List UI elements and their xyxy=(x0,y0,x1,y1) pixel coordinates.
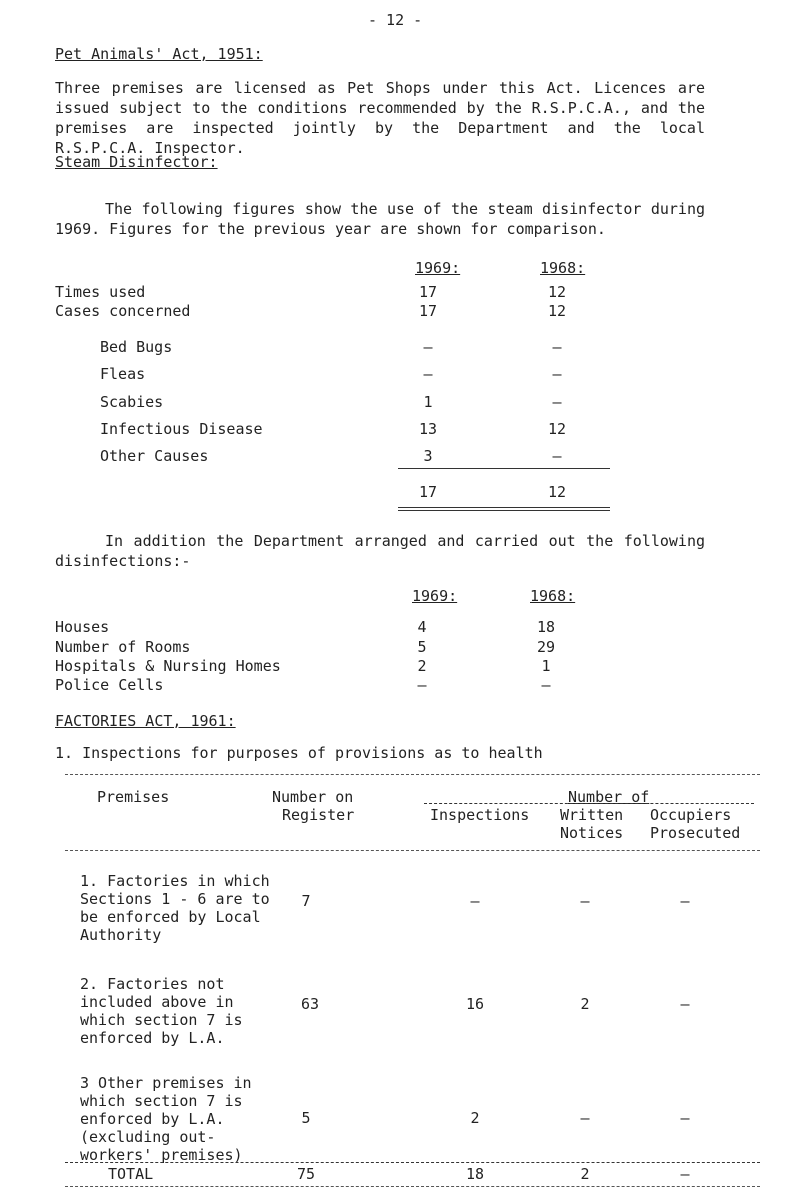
value-1969: 1 xyxy=(423,393,433,411)
value-inspections: 16 xyxy=(465,995,485,1013)
value-1968: – xyxy=(541,676,551,694)
row-label: Cases concerned xyxy=(55,302,191,320)
value-1968: 12 xyxy=(547,302,567,320)
value-inspections: – xyxy=(470,892,480,910)
disinfections-col-1968: 1968: xyxy=(530,587,576,605)
row-label: Other Causes xyxy=(100,447,209,465)
row-label: 3 Other premises in which section 7 is enforced by L.A. (excluding out-workers' premises) xyxy=(80,1074,252,1164)
value-1968: – xyxy=(552,365,562,383)
header-premises: Premises xyxy=(97,788,170,806)
value-1968: 29 xyxy=(536,638,556,656)
row-label: Infectious Disease xyxy=(100,420,263,438)
value-prosecuted: – xyxy=(680,892,690,910)
page-number: - 12 - xyxy=(368,11,423,29)
value-1968: 12 xyxy=(547,420,567,438)
row-label: Number of Rooms xyxy=(55,638,191,656)
table-top-rule xyxy=(65,774,760,775)
header-register-1: Number on xyxy=(272,788,354,806)
header-written-2: Notices xyxy=(560,824,624,842)
value-prosecuted: – xyxy=(680,1109,690,1127)
row-label: Times used xyxy=(55,283,146,301)
total-register: 75 xyxy=(296,1165,316,1183)
header-occupiers-1: Occupiers xyxy=(650,806,732,824)
factories-subheading: 1. Inspections for purposes of provisions as to health xyxy=(55,744,543,762)
steam-paragraph: The following figures show the use of the steam disinfector during 1969. Figures for the previous year are shown for comparison. xyxy=(55,200,705,238)
value-1968: 1 xyxy=(541,657,551,675)
table-bottom-rule xyxy=(65,1186,760,1187)
row-label: Hospitals & Nursing Homes xyxy=(55,657,281,675)
value-1969: 17 xyxy=(418,302,438,320)
table-header-rule xyxy=(65,850,760,851)
steam-col-1969: 1969: xyxy=(415,259,461,277)
value-notices: – xyxy=(580,1109,590,1127)
steam-total-1969: 17 xyxy=(418,483,438,501)
value-1969: 4 xyxy=(417,618,427,636)
header-number-of-rule xyxy=(424,803,754,804)
value-register: 7 xyxy=(301,892,311,910)
header-inspections: Inspections xyxy=(430,806,530,824)
steam-total-top-rule xyxy=(398,468,610,469)
row-label: Bed Bugs xyxy=(100,338,173,356)
value-1969: 17 xyxy=(418,283,438,301)
pet-animals-heading: Pet Animals' Act, 1951: xyxy=(55,45,263,63)
value-notices: 2 xyxy=(580,995,590,1013)
factories-heading: FACTORIES ACT, 1961: xyxy=(55,712,236,730)
value-1969: – xyxy=(423,338,433,356)
row-label: Houses xyxy=(55,618,110,636)
total-prosecuted: – xyxy=(680,1165,690,1183)
row-label: Police Cells xyxy=(55,676,164,694)
steam-heading: Steam Disinfector: xyxy=(55,153,218,171)
value-register: 63 xyxy=(300,995,320,1013)
row-label: 1. Factories in which Sections 1 - 6 are to be enforced by Local Authority xyxy=(80,872,270,944)
header-written-1: Written xyxy=(560,806,624,824)
value-register: 5 xyxy=(301,1109,311,1127)
value-inspections: 2 xyxy=(470,1109,480,1127)
value-1968: 12 xyxy=(547,283,567,301)
value-1969: – xyxy=(423,365,433,383)
value-1969: 5 xyxy=(417,638,427,656)
total-inspections: 18 xyxy=(465,1165,485,1183)
value-1969: 2 xyxy=(417,657,427,675)
pet-animals-paragraph: Three premises are licensed as Pet Shops under this Act. Licences are issued subject to the conditions recommended by the R.S.P.C.A., and the premises are inspected jointly by the Department and the local R.S.P.C.A. Inspector. xyxy=(55,79,705,157)
disinfections-col-1969: 1969: xyxy=(412,587,458,605)
steam-total-1968: 12 xyxy=(547,483,567,501)
steam-col-1968: 1968: xyxy=(540,259,586,277)
value-notices: – xyxy=(580,892,590,910)
value-1968: – xyxy=(552,447,562,465)
value-1969: 13 xyxy=(418,420,438,438)
value-1968: – xyxy=(552,338,562,356)
disinfections-paragraph: In addition the Department arranged and carried out the following disinfections:- xyxy=(55,532,705,570)
header-number-of: Number of xyxy=(568,788,650,806)
value-1968: 18 xyxy=(536,618,556,636)
header-occupiers-2: Prosecuted xyxy=(650,824,741,842)
row-label: 2. Factories not included above in which section 7 is enforced by L.A. xyxy=(80,975,243,1047)
row-label: Fleas xyxy=(100,365,146,383)
total-label: TOTAL xyxy=(108,1165,154,1183)
table-total-top-rule xyxy=(65,1162,760,1163)
value-1968: – xyxy=(552,393,562,411)
steam-total-bottom-rule xyxy=(398,507,610,508)
row-label: Scabies xyxy=(100,393,164,411)
steam-total-double-rule xyxy=(398,510,610,511)
value-prosecuted: – xyxy=(680,995,690,1013)
value-1969: – xyxy=(417,676,427,694)
header-register-2: Register xyxy=(282,806,355,824)
value-1969: 3 xyxy=(423,447,433,465)
total-notices: 2 xyxy=(580,1165,590,1183)
